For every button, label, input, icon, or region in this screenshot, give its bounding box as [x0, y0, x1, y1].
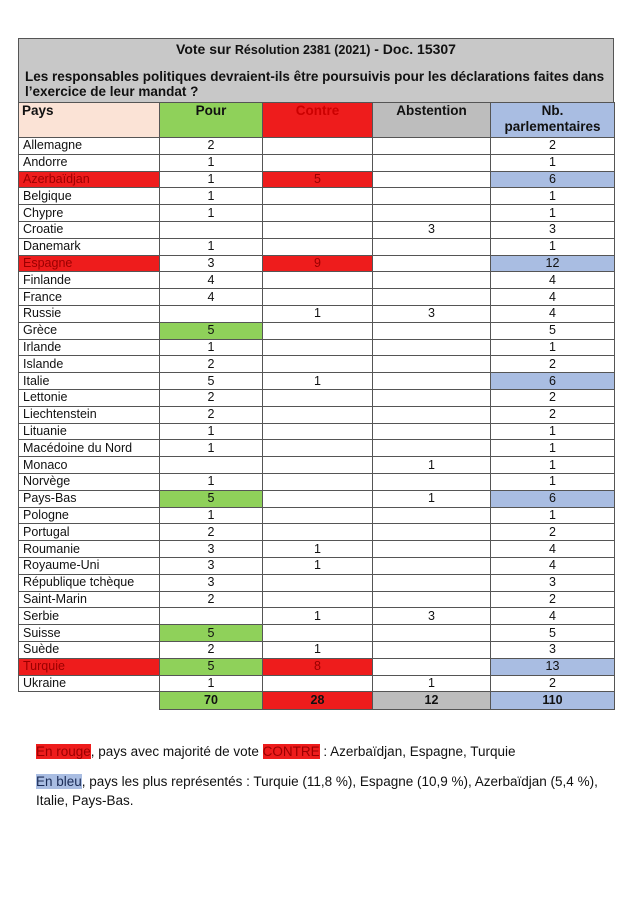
- cell-country: Finlande: [19, 272, 160, 289]
- cell-abstention: [373, 574, 491, 591]
- cell-contre: [263, 205, 373, 222]
- table-row: [19, 389, 615, 406]
- cell-country: Azerbaïdjan: [19, 171, 160, 188]
- cell-pour: 5: [160, 490, 263, 507]
- cell-country: France: [19, 289, 160, 306]
- cell-nb-parlementaires: 3: [491, 574, 615, 591]
- cell-abstention: [373, 423, 491, 440]
- cell-country: Andorre: [19, 154, 160, 171]
- cell-pour: 3: [160, 255, 263, 272]
- cell-contre: 9: [263, 255, 373, 272]
- cell-abstention: [373, 440, 491, 457]
- cell-pour: 5: [160, 625, 263, 642]
- cell-pour: [160, 457, 263, 474]
- cell-abstention: [373, 255, 491, 272]
- table-row: [19, 423, 615, 440]
- cell-pour: 5: [160, 373, 263, 390]
- cell-abstention: [373, 473, 491, 490]
- cell-contre: [263, 238, 373, 255]
- cell-nb-parlementaires: 2: [491, 675, 615, 692]
- cell-abstention: [373, 138, 491, 155]
- cell-abstention: [373, 205, 491, 222]
- table-row: [19, 574, 615, 591]
- table-row: [19, 322, 615, 339]
- cell-pour: 1: [160, 339, 263, 356]
- column-header-row: [19, 103, 615, 138]
- table-row: [19, 406, 615, 423]
- cell-pour: 1: [160, 205, 263, 222]
- cell-contre: [263, 524, 373, 541]
- cell-abstention: [373, 356, 491, 373]
- column-header-abstention: Abstention: [373, 103, 491, 138]
- table-row: [19, 221, 615, 238]
- cell-country: Chypre: [19, 205, 160, 222]
- column-header-contre: Contre: [263, 103, 373, 138]
- cell-abstention: 3: [373, 221, 491, 238]
- cell-country: Roumanie: [19, 541, 160, 558]
- cell-contre: [263, 457, 373, 474]
- vote-table: [18, 102, 615, 710]
- cell-abstention: 3: [373, 608, 491, 625]
- table-row: [19, 507, 615, 524]
- cell-contre: 1: [263, 641, 373, 658]
- legend-contre-tag: CONTRE: [262, 744, 320, 759]
- table-row: [19, 289, 615, 306]
- cell-country: Italie: [19, 373, 160, 390]
- cell-contre: [263, 138, 373, 155]
- cell-pour: 2: [160, 591, 263, 608]
- cell-contre: [263, 188, 373, 205]
- cell-pour: 1: [160, 171, 263, 188]
- table-row: [19, 591, 615, 608]
- cell-country: Serbie: [19, 608, 160, 625]
- cell-abstention: [373, 373, 491, 390]
- totals-spacer: [19, 692, 160, 710]
- legend-blue-tag: En bleu: [36, 774, 82, 789]
- cell-country: Suisse: [19, 625, 160, 642]
- cell-pour: 1: [160, 238, 263, 255]
- cell-abstention: [373, 406, 491, 423]
- legend-red-tag: En rouge: [36, 744, 91, 759]
- cell-contre: [263, 389, 373, 406]
- cell-abstention: 1: [373, 675, 491, 692]
- cell-nb-parlementaires: 3: [491, 221, 615, 238]
- table-row: [19, 440, 615, 457]
- cell-country: Grèce: [19, 322, 160, 339]
- cell-nb-parlementaires: 1: [491, 423, 615, 440]
- cell-nb-parlementaires: 2: [491, 406, 615, 423]
- cell-country: Belgique: [19, 188, 160, 205]
- cell-nb-parlementaires: 1: [491, 473, 615, 490]
- cell-pour: 5: [160, 658, 263, 675]
- cell-nb-parlementaires: 4: [491, 305, 615, 322]
- cell-abstention: [373, 658, 491, 675]
- cell-abstention: [373, 322, 491, 339]
- cell-contre: [263, 625, 373, 642]
- table-row: [19, 255, 615, 272]
- cell-abstention: [373, 238, 491, 255]
- cell-pour: [160, 221, 263, 238]
- column-header-nb-parlementaires: Nb. parlementaires: [491, 103, 615, 138]
- table-row: [19, 675, 615, 692]
- cell-pour: 1: [160, 154, 263, 171]
- cell-pour: 2: [160, 138, 263, 155]
- cell-country: Monaco: [19, 457, 160, 474]
- cell-country: Pologne: [19, 507, 160, 524]
- cell-country: Russie: [19, 305, 160, 322]
- cell-country: Ukraine: [19, 675, 160, 692]
- cell-contre: [263, 574, 373, 591]
- cell-contre: [263, 423, 373, 440]
- cell-contre: 1: [263, 305, 373, 322]
- cell-pour: 4: [160, 272, 263, 289]
- cell-country: Portugal: [19, 524, 160, 541]
- cell-country: Macédoine du Nord: [19, 440, 160, 457]
- column-header-country: Pays: [19, 103, 160, 138]
- cell-country: Croatie: [19, 221, 160, 238]
- total-nb-parlementaires: 110: [491, 692, 615, 710]
- cell-contre: [263, 440, 373, 457]
- totals-row: [19, 692, 615, 710]
- cell-contre: 1: [263, 373, 373, 390]
- cell-nb-parlementaires: 1: [491, 457, 615, 474]
- cell-nb-parlementaires: 13: [491, 658, 615, 675]
- cell-nb-parlementaires: 4: [491, 557, 615, 574]
- cell-pour: 2: [160, 389, 263, 406]
- document-title: Vote sur Résolution 2381 (2021) - Doc. 15307: [176, 41, 456, 57]
- cell-nb-parlementaires: 1: [491, 205, 615, 222]
- cell-nb-parlementaires: 4: [491, 608, 615, 625]
- cell-abstention: [373, 507, 491, 524]
- cell-pour: 4: [160, 289, 263, 306]
- cell-nb-parlementaires: 4: [491, 289, 615, 306]
- table-row: [19, 205, 615, 222]
- cell-country: Royaume-Uni: [19, 557, 160, 574]
- cell-contre: 8: [263, 658, 373, 675]
- cell-country: Espagne: [19, 255, 160, 272]
- cell-abstention: [373, 641, 491, 658]
- table-row: [19, 658, 615, 675]
- cell-abstention: 3: [373, 305, 491, 322]
- total-pour: 70: [160, 692, 263, 710]
- table-row: [19, 490, 615, 507]
- cell-nb-parlementaires: 2: [491, 524, 615, 541]
- table-row: [19, 524, 615, 541]
- cell-nb-parlementaires: 2: [491, 389, 615, 406]
- table-row: [19, 305, 615, 322]
- cell-abstention: [373, 272, 491, 289]
- cell-contre: [263, 154, 373, 171]
- cell-nb-parlementaires: 2: [491, 356, 615, 373]
- cell-nb-parlementaires: 1: [491, 154, 615, 171]
- cell-country: Lettonie: [19, 389, 160, 406]
- cell-nb-parlementaires: 6: [491, 171, 615, 188]
- cell-contre: 1: [263, 557, 373, 574]
- cell-pour: 3: [160, 541, 263, 558]
- cell-abstention: [373, 289, 491, 306]
- cell-country: Pays-Bas: [19, 490, 160, 507]
- table-row: [19, 608, 615, 625]
- cell-contre: [263, 507, 373, 524]
- table-row: [19, 339, 615, 356]
- table-row: [19, 541, 615, 558]
- cell-contre: 5: [263, 171, 373, 188]
- cell-nb-parlementaires: 5: [491, 322, 615, 339]
- cell-abstention: 1: [373, 490, 491, 507]
- cell-country: Danemark: [19, 238, 160, 255]
- vote-document: [18, 38, 614, 710]
- cell-pour: 1: [160, 188, 263, 205]
- cell-nb-parlementaires: 1: [491, 440, 615, 457]
- cell-abstention: [373, 524, 491, 541]
- cell-contre: [263, 406, 373, 423]
- cell-abstention: [373, 339, 491, 356]
- cell-abstention: [373, 541, 491, 558]
- cell-pour: 3: [160, 557, 263, 574]
- cell-pour: 1: [160, 440, 263, 457]
- cell-country: Suède: [19, 641, 160, 658]
- legend-red: En rouge, pays avec majorité de vote CONTRE : Azerbaïdjan, Espagne, Turquie: [36, 744, 516, 759]
- table-row: [19, 473, 615, 490]
- cell-country: Norvège: [19, 473, 160, 490]
- cell-abstention: 1: [373, 457, 491, 474]
- cell-abstention: [373, 625, 491, 642]
- cell-abstention: [373, 591, 491, 608]
- cell-abstention: [373, 171, 491, 188]
- cell-nb-parlementaires: 4: [491, 541, 615, 558]
- total-contre: 28: [263, 692, 373, 710]
- cell-country: Irlande: [19, 339, 160, 356]
- cell-nb-parlementaires: 1: [491, 238, 615, 255]
- vote-question: Les responsables politiques devraient-ils être poursuivis pour les déclarations faites dans l’exercice de leur mandat ?: [25, 69, 605, 99]
- cell-abstention: [373, 389, 491, 406]
- cell-pour: 5: [160, 322, 263, 339]
- cell-pour: 1: [160, 675, 263, 692]
- cell-pour: 1: [160, 423, 263, 440]
- cell-abstention: [373, 188, 491, 205]
- cell-pour: 1: [160, 507, 263, 524]
- cell-pour: 2: [160, 524, 263, 541]
- table-row: [19, 154, 615, 171]
- table-row: [19, 557, 615, 574]
- cell-contre: [263, 356, 373, 373]
- cell-nb-parlementaires: 2: [491, 138, 615, 155]
- cell-country: Lituanie: [19, 423, 160, 440]
- cell-contre: [263, 473, 373, 490]
- cell-contre: [263, 490, 373, 507]
- table-header-block: [18, 38, 614, 102]
- cell-nb-parlementaires: 6: [491, 373, 615, 390]
- cell-country: Turquie: [19, 658, 160, 675]
- cell-pour: 2: [160, 406, 263, 423]
- column-header-pour: Pour: [160, 103, 263, 138]
- legend-blue: En bleu, pays les plus représentés : Turquie (11,8 %), Espagne (10,9 %), Azerbaïdjan (5,4 %), Italie, Pays-Bas.: [36, 774, 598, 808]
- cell-nb-parlementaires: 12: [491, 255, 615, 272]
- cell-contre: [263, 272, 373, 289]
- cell-country: Islande: [19, 356, 160, 373]
- table-row: [19, 272, 615, 289]
- cell-country: République tchèque: [19, 574, 160, 591]
- cell-contre: [263, 339, 373, 356]
- cell-nb-parlementaires: 1: [491, 339, 615, 356]
- cell-country: Allemagne: [19, 138, 160, 155]
- table-row: [19, 641, 615, 658]
- table-row: [19, 625, 615, 642]
- cell-pour: [160, 608, 263, 625]
- cell-contre: [263, 591, 373, 608]
- table-body: [19, 138, 615, 710]
- cell-pour: 2: [160, 641, 263, 658]
- table-row: [19, 138, 615, 155]
- cell-pour: [160, 305, 263, 322]
- cell-nb-parlementaires: 6: [491, 490, 615, 507]
- cell-contre: [263, 322, 373, 339]
- cell-pour: 2: [160, 356, 263, 373]
- cell-nb-parlementaires: 4: [491, 272, 615, 289]
- table-row: [19, 188, 615, 205]
- cell-contre: 1: [263, 541, 373, 558]
- cell-contre: [263, 675, 373, 692]
- cell-country: Saint-Marin: [19, 591, 160, 608]
- cell-contre: [263, 221, 373, 238]
- cell-pour: 1: [160, 473, 263, 490]
- cell-abstention: [373, 557, 491, 574]
- cell-nb-parlementaires: 3: [491, 641, 615, 658]
- cell-nb-parlementaires: 2: [491, 591, 615, 608]
- total-abstention: 12: [373, 692, 491, 710]
- table-row: [19, 457, 615, 474]
- cell-nb-parlementaires: 5: [491, 625, 615, 642]
- cell-nb-parlementaires: 1: [491, 507, 615, 524]
- cell-abstention: [373, 154, 491, 171]
- cell-pour: 3: [160, 574, 263, 591]
- table-row: [19, 356, 615, 373]
- cell-contre: [263, 289, 373, 306]
- cell-contre: 1: [263, 608, 373, 625]
- table-row: [19, 238, 615, 255]
- table-row: [19, 373, 615, 390]
- cell-country: Liechtenstein: [19, 406, 160, 423]
- cell-nb-parlementaires: 1: [491, 188, 615, 205]
- table-row: [19, 171, 615, 188]
